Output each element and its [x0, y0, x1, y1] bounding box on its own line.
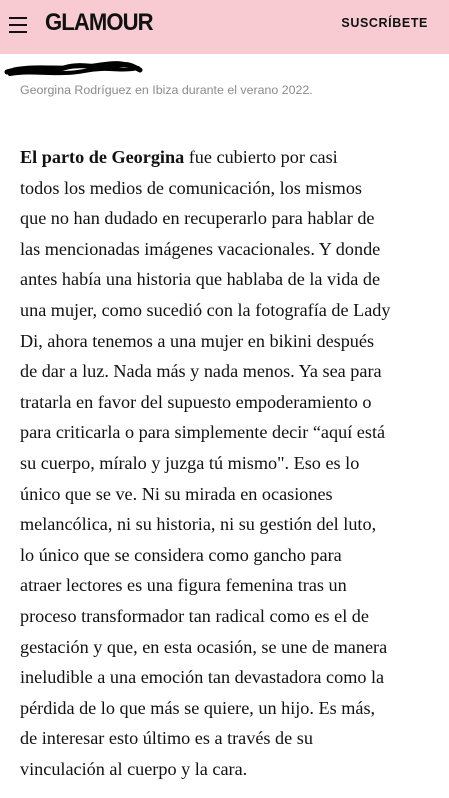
- article-line: lo único que se considera como gancho para: [20, 544, 342, 565]
- glamour-logo[interactable]: GLAMOUR: [45, 9, 153, 36]
- article-line: ineludible a una emoción tan devastadora como la: [20, 667, 385, 688]
- menu-bar: [9, 24, 27, 26]
- menu-bar: [9, 17, 27, 19]
- article-lead-bold: El parto de Georgina: [20, 147, 185, 167]
- site-header: [0, 0, 449, 54]
- article-line: gestación y que, en esta ocasión, se une de manera: [20, 636, 388, 657]
- article-line: vinculación al cuerpo y la cara.: [20, 758, 248, 779]
- article-line: [20, 142, 438, 173]
- article-line: una mujer, como sucedió con la fotografía de Lady: [20, 299, 391, 320]
- article-line: proceso transformador tan radical como es el de: [20, 605, 369, 626]
- article-line-text: fue cubierto por casi: [184, 147, 338, 167]
- article-line: todos los medios de comunicación, los mismos: [20, 177, 363, 198]
- article-line: melancólica, ni su historia, ni su gestión del luto,: [20, 514, 377, 535]
- redaction-scribble: [4, 58, 144, 78]
- article-body: [20, 142, 438, 784]
- article-line: de interesar esto último es a través de su: [20, 728, 313, 749]
- article-line: pérdida de lo que más se quiere, un hijo. Es más,: [20, 697, 376, 718]
- article-line: las mencionadas imágenes vacacionales. Y donde: [20, 238, 381, 259]
- article-line: que no han dudado en recuperarlo para hablar de: [20, 208, 375, 229]
- article-line: atraer lectores es una figura femenina tras un: [20, 575, 347, 596]
- photo-caption: Georgina Rodríguez en Ibiza durante el verano 2022.: [20, 83, 313, 97]
- article-line: para criticarla o para simplemente decir “aquí está: [20, 422, 386, 443]
- article-line: de dar a luz. Nada más y nada menos. Ya sea para: [20, 361, 382, 382]
- article-line: tratarla en favor del supuesto empoderamiento o: [20, 391, 372, 412]
- article-line: único que se ve. Ni su mirada en ocasiones: [20, 483, 333, 504]
- article-line: su cuerpo, míralo y juzga tú mismo". Eso es lo: [20, 452, 360, 473]
- article-line: antes había una historia que hablaba de la vida de: [20, 269, 381, 290]
- menu-bar: [9, 31, 27, 33]
- hamburger-menu-icon[interactable]: [9, 15, 29, 35]
- article-line: Di, ahora tenemos a una mujer en bikini después: [20, 330, 375, 351]
- subscribe-link[interactable]: SUSCRÍBETE: [341, 16, 428, 30]
